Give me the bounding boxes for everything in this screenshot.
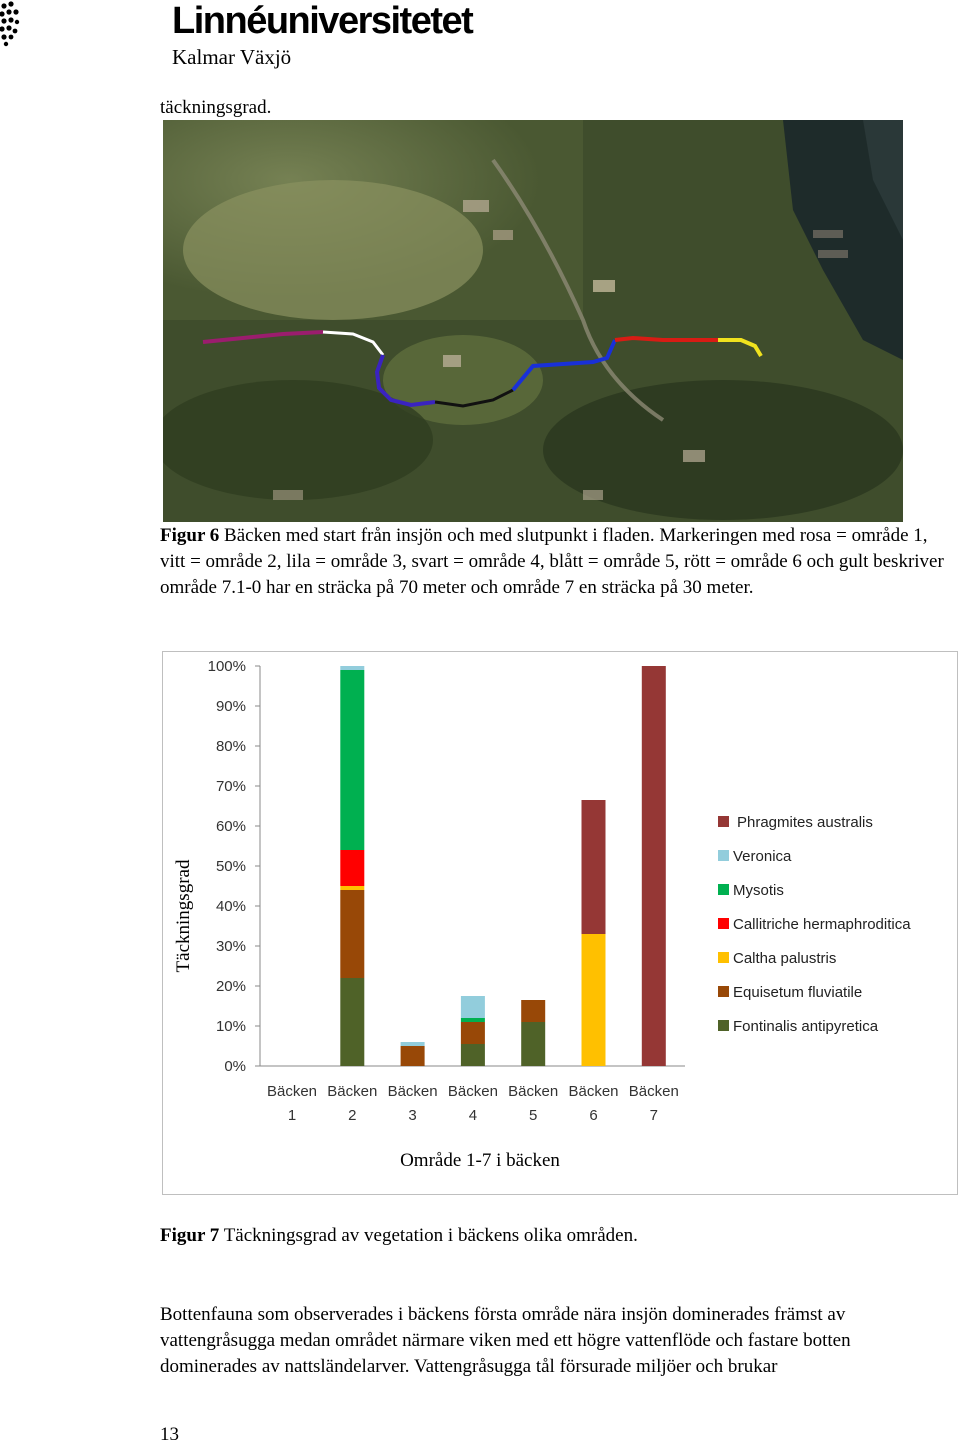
x-axis-title: Område 1-7 i bäcken [400,1150,560,1171]
bar-segment [401,1042,425,1046]
bar-segment [340,666,364,670]
bar-segment [582,800,606,934]
intro-fragment: täckningsgrad. [160,97,272,118]
x-tick-label: 2 [348,1107,357,1124]
bar-segment [461,1022,485,1044]
bar-segment [340,670,364,850]
bar-segment [340,850,364,886]
x-tick-label: 4 [468,1107,478,1124]
page-number: 13 [160,1424,179,1445]
legend-swatch [718,986,729,997]
y-tick-label: 70% [215,778,246,795]
x-axis-labels [267,1083,679,1124]
coverage-chart-svg [163,652,959,1196]
aerial-photo [163,120,903,522]
field-area [183,180,483,320]
university-name: Linnéuniversitetet [172,0,473,42]
bar-segment [461,996,485,1018]
y-tick-label: 90% [215,698,246,715]
figure6-caption [160,523,950,601]
y-tick-label: 10% [215,1018,246,1035]
y-tick-label: 60% [215,818,246,835]
y-axis [208,658,685,1075]
bar-segment [461,1044,485,1066]
legend-swatch [718,918,729,929]
bar-segment [340,886,364,890]
y-tick-label: 80% [215,738,246,755]
x-tick-label: Bäcken [387,1083,438,1100]
legend-label: Equisetum fluviatile [733,984,863,1001]
figure7-caption [160,1223,950,1249]
university-logo-icon [0,0,20,50]
x-tick-label: 1 [287,1107,297,1124]
figure7-caption-text: Täckningsgrad av vegetation i bäckens olika områden. [219,1225,638,1246]
legend-label: Callitriche hermaphroditica [733,916,911,933]
x-tick-label: Bäcken [628,1083,679,1100]
bar-segment [521,1000,545,1022]
x-tick-label: Bäcken [266,1083,318,1100]
bar-segment [582,934,606,1066]
y-tick-label: 100% [207,658,246,675]
bar-segment [340,978,364,1066]
x-tick-label: 7 [649,1107,658,1124]
legend-swatch [718,884,729,895]
legend-swatch [718,850,729,861]
figure7-label: Figur 7 [160,1225,220,1246]
legend-swatch [718,952,729,963]
segment-omrade-6 [615,338,718,340]
bar-segment [401,1046,425,1066]
figure6-label: Figur 6 [160,525,220,546]
x-tick-label: Bäcken [508,1083,559,1100]
bars [340,666,666,1066]
university-cities: Kalmar Växjö [172,45,292,69]
legend-label: Mysotis [733,882,784,899]
x-tick-label: 5 [529,1107,538,1124]
x-tick-label: 6 [589,1107,598,1124]
y-tick-label: 40% [215,898,246,915]
legend-swatch [718,816,729,827]
legend [718,814,911,1035]
y-tick-label: 50% [215,858,246,875]
y-tick-label: 0% [224,1058,246,1075]
bar-segment [642,666,666,1066]
legend-label: Caltha palustris [733,950,837,967]
y-axis-title: Täckningsgrad [173,859,194,973]
x-tick-label: Bäcken [447,1083,498,1100]
bar-segment [461,1018,485,1022]
body-paragraph: Bottenfauna som observerades i bäckens första område nära insjön dominerades främst av vattengråsugga medan området närmare viken med ett högre vattenflöde och fastare botten dominerades av nattsländelarver. Vattengråsugga tål försurade miljöer och brukar [160,1304,851,1377]
legend-label: Veronica [733,848,792,865]
legend-label: Fontinalis antipyretica [733,1018,879,1035]
bar-segment [521,1022,545,1066]
y-tick-label: 20% [215,978,246,995]
x-tick-label: Bäcken [327,1083,378,1100]
figure6-caption-text: Bäcken med start från insjön och med slutpunkt i fladen. Markeringen med rosa = område 1, vitt = område 2, lila = område 3, svart = område 4, blått = område 5, rött = område 6 och gult beskriver område 7.1-0 har en sträcka på 70 meter och område 7 en sträcka på 30 meter. [160,525,944,598]
y-tick-label: 30% [215,938,246,955]
x-tick-label: 3 [408,1107,417,1124]
legend-label: Phragmites australis [737,814,873,831]
x-tick-label: Bäcken [568,1083,619,1100]
bar-segment [340,890,364,978]
coverage-chart [162,651,958,1195]
legend-swatch [718,1020,729,1031]
